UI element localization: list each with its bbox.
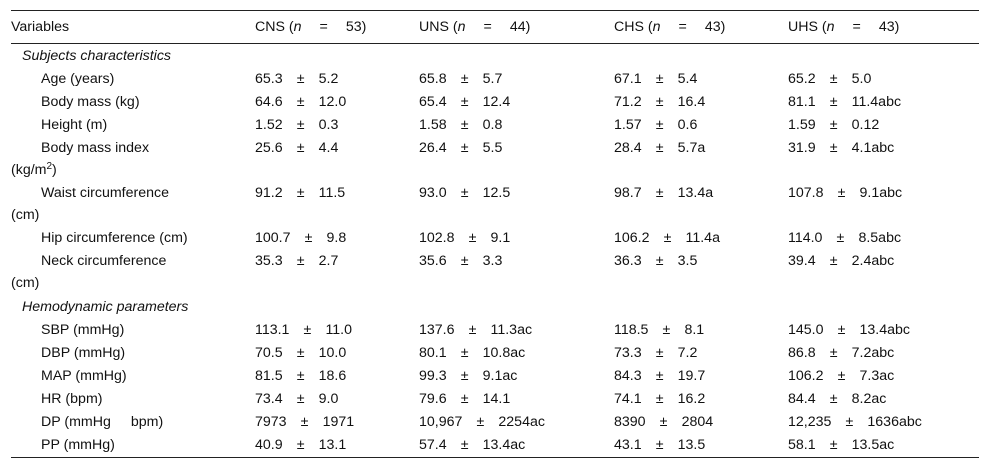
plus-minus-symbol: ± xyxy=(460,345,469,361)
header-variables: Variables xyxy=(11,19,70,35)
sd-value: 2804 xyxy=(681,414,714,430)
row-label xyxy=(11,388,255,411)
sd-value: 9.1abc xyxy=(859,185,903,201)
plus-minus-symbol: ± xyxy=(460,391,469,407)
mean-value: 145.0 xyxy=(788,322,824,338)
value-cell xyxy=(788,342,979,365)
table-row xyxy=(11,411,979,434)
plus-minus-symbol: ± xyxy=(296,368,305,384)
value-cell xyxy=(255,250,419,295)
sd-value: 11.4abc xyxy=(851,94,902,110)
value-cell xyxy=(419,114,614,137)
mean-value: 25.6 xyxy=(255,140,283,156)
mean-value: 12,235 xyxy=(788,414,832,430)
value-cell xyxy=(419,68,614,91)
section-title: Subjects characteristics xyxy=(22,48,172,64)
mean-value: 57.4 xyxy=(419,437,447,453)
value-cell xyxy=(419,411,614,434)
row-label xyxy=(11,68,255,91)
sd-value: 9.8 xyxy=(326,230,347,246)
row-label-text: PP (mmHg) xyxy=(41,437,115,453)
mean-value: 10,967 xyxy=(419,414,463,430)
value-cell xyxy=(788,319,979,342)
value-cell xyxy=(419,365,614,388)
mean-value: 118.5 xyxy=(614,322,649,338)
sd-value: 18.6 xyxy=(318,368,347,384)
sd-value: 1971 xyxy=(322,414,355,430)
mean-value: 67.1 xyxy=(614,71,642,87)
mean-value: 93.0 xyxy=(419,185,447,201)
value-cell xyxy=(419,91,614,114)
value-cell xyxy=(788,434,979,458)
sd-value: 9.0 xyxy=(318,391,339,407)
sd-value: 11.0 xyxy=(325,322,353,338)
mean-value: 35.3 xyxy=(255,253,283,269)
mean-value: 65.3 xyxy=(255,71,283,87)
value-cell xyxy=(419,227,614,250)
table-row xyxy=(11,182,979,227)
sd-value: 16.4 xyxy=(677,94,706,110)
results-table-container xyxy=(11,10,979,458)
row-label xyxy=(11,182,255,227)
sd-value: 12.4 xyxy=(482,94,511,110)
mean-value: 43.1 xyxy=(614,437,642,453)
row-label xyxy=(11,342,255,365)
plus-minus-symbol: ± xyxy=(655,437,664,453)
table-row xyxy=(11,319,979,342)
plus-minus-symbol: ± xyxy=(303,322,312,338)
row-label xyxy=(11,137,255,182)
mean-value: 102.8 xyxy=(419,230,455,246)
value-cell xyxy=(255,319,419,342)
row-label xyxy=(11,250,255,295)
row-label-continuation: (cm) xyxy=(11,275,40,291)
value-cell xyxy=(255,68,419,91)
mean-value: 79.6 xyxy=(419,391,447,407)
sd-value: 9.1 xyxy=(490,230,511,246)
sd-value: 4.4 xyxy=(318,140,339,156)
plus-minus-symbol: ± xyxy=(655,345,664,361)
table-row xyxy=(11,68,979,91)
value-cell xyxy=(255,411,419,434)
mean-value: 36.3 xyxy=(614,253,642,269)
value-cell xyxy=(419,137,614,182)
table-row xyxy=(11,114,979,137)
mean-value: 1.59 xyxy=(788,117,816,133)
value-cell xyxy=(419,250,614,295)
sd-value: 5.7a xyxy=(677,140,706,156)
plus-minus-symbol: ± xyxy=(460,368,469,384)
plus-minus-symbol: ± xyxy=(296,71,305,87)
mean-value: 39.4 xyxy=(788,253,816,269)
header-group-uhs: UHS (n = 43) xyxy=(788,19,900,35)
mean-value: 28.4 xyxy=(614,140,642,156)
sd-value: 11.5 xyxy=(318,185,346,201)
value-cell xyxy=(255,342,419,365)
plus-minus-symbol: ± xyxy=(659,414,668,430)
plus-minus-symbol: ± xyxy=(829,437,838,453)
plus-minus-symbol: ± xyxy=(836,230,845,246)
sd-value: 1636abc xyxy=(867,414,922,430)
mean-value: 73.3 xyxy=(614,345,642,361)
mean-value: 73.4 xyxy=(255,391,283,407)
value-cell xyxy=(788,227,979,250)
row-label-part: DP (mmHg xyxy=(41,414,111,430)
value-cell xyxy=(788,365,979,388)
mean-value: 84.3 xyxy=(614,368,642,384)
plus-minus-symbol: ± xyxy=(296,253,305,269)
mean-value: 31.9 xyxy=(788,140,816,156)
plus-minus-symbol: ± xyxy=(296,140,305,156)
sd-value: 11.3ac xyxy=(490,322,533,338)
sd-value: 2.7 xyxy=(318,253,339,269)
value-cell xyxy=(788,68,979,91)
sd-value: 19.7 xyxy=(677,368,706,384)
mean-value: 58.1 xyxy=(788,437,816,453)
row-label-continuation: (cm) xyxy=(11,207,40,223)
mean-value: 106.2 xyxy=(788,368,824,384)
value-cell xyxy=(788,114,979,137)
sd-value: 9.1ac xyxy=(482,368,518,384)
mean-value: 65.4 xyxy=(419,94,447,110)
sd-value: 7.2 xyxy=(677,345,698,361)
sd-value: 3.5 xyxy=(677,253,698,269)
value-cell xyxy=(788,250,979,295)
row-label xyxy=(11,411,255,434)
plus-minus-symbol: ± xyxy=(829,117,838,133)
plus-minus-symbol: ± xyxy=(296,437,305,453)
value-cell xyxy=(614,227,788,250)
table-row xyxy=(11,227,979,250)
row-label-text: Height (m) xyxy=(41,117,108,133)
value-cell xyxy=(255,227,419,250)
plus-minus-symbol: ± xyxy=(296,117,305,133)
row-label-text: Body mass index xyxy=(41,140,150,156)
row-label-text: Hip circumference (cm) xyxy=(41,230,188,246)
value-cell xyxy=(255,114,419,137)
value-cell xyxy=(614,250,788,295)
sd-value: 10.0 xyxy=(318,345,347,361)
header-group-uns: UNS (n = 44) xyxy=(419,19,531,35)
mean-value: 35.6 xyxy=(419,253,447,269)
row-label-text: Age (years) xyxy=(41,71,115,87)
sd-value: 5.2 xyxy=(318,71,339,87)
row-label xyxy=(11,365,255,388)
row-label xyxy=(11,227,255,250)
plus-minus-symbol: ± xyxy=(304,230,313,246)
value-cell xyxy=(614,137,788,182)
value-cell xyxy=(614,342,788,365)
row-label-text: MAP (mmHg) xyxy=(41,368,127,384)
value-cell xyxy=(614,365,788,388)
sd-value: 5.0 xyxy=(851,71,872,87)
plus-minus-symbol: ± xyxy=(460,117,469,133)
value-cell xyxy=(419,182,614,227)
mean-value: 98.7 xyxy=(614,185,642,201)
sd-value: 12.5 xyxy=(482,185,511,201)
table-body xyxy=(11,44,979,458)
sd-value: 8.5abc xyxy=(858,230,902,246)
plus-minus-symbol: ± xyxy=(300,414,309,430)
sd-value: 13.4a xyxy=(677,185,714,201)
value-cell xyxy=(255,137,419,182)
plus-minus-symbol: ± xyxy=(663,230,672,246)
row-label-part: bpm) xyxy=(130,414,164,430)
plus-minus-symbol: ± xyxy=(655,117,664,133)
row-label xyxy=(11,319,255,342)
row-label xyxy=(11,114,255,137)
value-cell xyxy=(614,182,788,227)
plus-minus-symbol: ± xyxy=(655,391,664,407)
value-cell xyxy=(255,91,419,114)
mean-value: 40.9 xyxy=(255,437,283,453)
mean-value: 106.2 xyxy=(614,230,650,246)
plus-minus-symbol: ± xyxy=(460,71,469,87)
plus-minus-symbol: ± xyxy=(655,140,664,156)
mean-value: 65.8 xyxy=(419,71,447,87)
mean-value: 100.7 xyxy=(255,230,291,246)
sd-value: 10.8ac xyxy=(482,345,526,361)
row-label-text: Waist circumference xyxy=(41,185,169,201)
plus-minus-symbol: ± xyxy=(460,185,469,201)
plus-minus-symbol: ± xyxy=(296,94,305,110)
value-cell xyxy=(788,388,979,411)
plus-minus-symbol: ± xyxy=(476,414,485,430)
plus-minus-symbol: ± xyxy=(296,345,305,361)
table-row xyxy=(11,250,979,295)
value-cell xyxy=(255,388,419,411)
value-cell xyxy=(788,411,979,434)
header-group-chs: CHS (n = 43) xyxy=(614,19,726,35)
sd-value: 5.7 xyxy=(482,71,503,87)
mean-value: 84.4 xyxy=(788,391,816,407)
sd-value: 13.5 xyxy=(677,437,706,453)
plus-minus-symbol: ± xyxy=(829,253,838,269)
sd-value: 13.4ac xyxy=(482,437,526,453)
plus-minus-symbol: ± xyxy=(296,185,305,201)
mean-value: 91.2 xyxy=(255,185,283,201)
value-cell xyxy=(419,319,614,342)
sd-value: 0.6 xyxy=(677,117,698,133)
sd-value: 3.3 xyxy=(482,253,503,269)
sd-value: 8.1 xyxy=(684,322,705,338)
plus-minus-symbol: ± xyxy=(468,322,477,338)
row-label xyxy=(11,434,255,458)
mean-value: 1.58 xyxy=(419,117,447,133)
row-label-text: SBP (mmHg) xyxy=(41,322,125,338)
section-title: Hemodynamic parameters xyxy=(22,299,189,315)
mean-value: 113.1 xyxy=(255,322,290,338)
value-cell xyxy=(419,342,614,365)
mean-value: 86.8 xyxy=(788,345,816,361)
sd-value: 4.1abc xyxy=(851,140,895,156)
mean-value: 8390 xyxy=(614,414,646,430)
sd-value: 7.3ac xyxy=(859,368,895,384)
table-row xyxy=(11,137,979,182)
table-header xyxy=(11,11,979,44)
row-label-text: Neck circumference xyxy=(41,253,167,269)
sd-value: 0.12 xyxy=(851,117,880,133)
plus-minus-symbol: ± xyxy=(460,140,469,156)
value-cell xyxy=(788,137,979,182)
value-cell xyxy=(419,434,614,458)
value-cell xyxy=(614,114,788,137)
row-label-text: DBP (mmHg) xyxy=(41,345,126,361)
mean-value: 1.57 xyxy=(614,117,642,133)
sd-value: 11.4a xyxy=(685,230,720,246)
value-cell xyxy=(788,91,979,114)
mean-value: 99.3 xyxy=(419,368,447,384)
mean-value: 64.6 xyxy=(255,94,283,110)
plus-minus-symbol: ± xyxy=(460,94,469,110)
mean-value: 65.2 xyxy=(788,71,816,87)
row-label xyxy=(11,91,255,114)
table-row xyxy=(11,91,979,114)
plus-minus-symbol: ± xyxy=(837,368,846,384)
sd-value: 2254ac xyxy=(498,414,545,430)
value-cell xyxy=(419,388,614,411)
plus-minus-symbol: ± xyxy=(837,185,846,201)
sd-value: 8.2ac xyxy=(851,391,887,407)
plus-minus-symbol: ± xyxy=(655,368,664,384)
value-cell xyxy=(614,91,788,114)
table-row xyxy=(11,365,979,388)
value-cell xyxy=(614,434,788,458)
subjects-hemodynamics-table xyxy=(11,10,979,458)
mean-value: 26.4 xyxy=(419,140,447,156)
mean-value: 107.8 xyxy=(788,185,824,201)
section-header-row xyxy=(11,44,979,69)
plus-minus-symbol: ± xyxy=(662,322,671,338)
sd-value: 5.4 xyxy=(677,71,698,87)
mean-value: 70.5 xyxy=(255,345,283,361)
sd-value: 13.5ac xyxy=(851,437,895,453)
plus-minus-symbol: ± xyxy=(460,437,469,453)
mean-value: 71.2 xyxy=(614,94,642,110)
mean-value: 7973 xyxy=(255,414,287,430)
sd-value: 12.0 xyxy=(318,94,347,110)
mean-value: 1.52 xyxy=(255,117,283,133)
plus-minus-symbol: ± xyxy=(845,414,854,430)
sd-value: 13.1 xyxy=(318,437,347,453)
value-cell xyxy=(614,411,788,434)
plus-minus-symbol: ± xyxy=(837,322,846,338)
plus-minus-symbol: ± xyxy=(829,345,838,361)
table-row xyxy=(11,434,979,458)
sd-value: 0.3 xyxy=(318,117,339,133)
value-cell xyxy=(614,68,788,91)
plus-minus-symbol: ± xyxy=(655,94,664,110)
plus-minus-symbol: ± xyxy=(296,391,305,407)
value-cell xyxy=(255,434,419,458)
mean-value: 137.6 xyxy=(419,322,455,338)
plus-minus-symbol: ± xyxy=(829,94,838,110)
sd-value: 5.5 xyxy=(482,140,503,156)
table-row xyxy=(11,342,979,365)
row-label-continuation: $(kg/m^2)$ xyxy=(11,161,57,178)
header-group-cns: CNS (n = 53) xyxy=(255,19,367,35)
mean-value: 81.1 xyxy=(788,94,816,110)
mean-value: 74.1 xyxy=(614,391,642,407)
header-row xyxy=(11,11,979,44)
sd-value: 14.1 xyxy=(482,391,511,407)
table-row xyxy=(11,388,979,411)
value-cell xyxy=(614,319,788,342)
value-cell xyxy=(788,182,979,227)
sd-value: 13.4abc xyxy=(859,322,911,338)
plus-minus-symbol: ± xyxy=(829,140,838,156)
row-label-text: Body mass (kg) xyxy=(41,94,140,110)
plus-minus-symbol: ± xyxy=(655,253,664,269)
plus-minus-symbol: ± xyxy=(829,71,838,87)
plus-minus-symbol: ± xyxy=(829,391,838,407)
mean-value: 80.1 xyxy=(419,345,447,361)
sd-value: 16.2 xyxy=(677,391,706,407)
sd-value: 7.2abc xyxy=(851,345,895,361)
section-header-row xyxy=(11,295,979,319)
mean-value: 81.5 xyxy=(255,368,283,384)
plus-minus-symbol: ± xyxy=(460,253,469,269)
value-cell xyxy=(614,388,788,411)
plus-minus-symbol: ± xyxy=(468,230,477,246)
sd-value: 0.8 xyxy=(482,117,503,133)
plus-minus-symbol: ± xyxy=(655,71,664,87)
row-label-text: HR (bpm) xyxy=(41,391,103,407)
mean-value: 114.0 xyxy=(788,230,823,246)
sd-value: 2.4abc xyxy=(851,253,895,269)
plus-minus-symbol: ± xyxy=(655,185,664,201)
value-cell xyxy=(255,182,419,227)
value-cell xyxy=(255,365,419,388)
